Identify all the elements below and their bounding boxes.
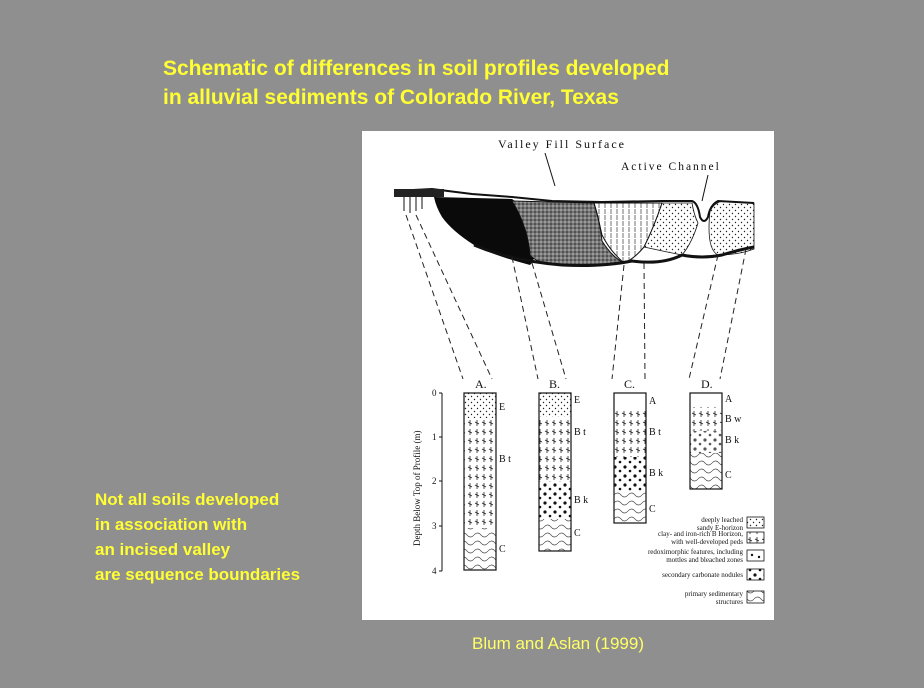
svg-text:with well-developed peds: with well-developed peds bbox=[671, 538, 743, 546]
svg-text:redoximorphic features, includ: redoximorphic features, including bbox=[647, 548, 743, 556]
soil-profile-diagram bbox=[362, 131, 774, 620]
svg-text:sandy E-horizon: sandy E-horizon bbox=[696, 524, 743, 532]
legend-item-clay-b bbox=[658, 530, 764, 546]
profile-d bbox=[690, 377, 742, 489]
legend-swatch-ticks bbox=[747, 532, 764, 543]
profile-a-label: A. bbox=[475, 377, 487, 391]
depth-tick-4: 4 bbox=[432, 566, 437, 576]
valley-fill-surface-pointer bbox=[545, 153, 555, 186]
profile-d-horizon-a: A bbox=[725, 394, 733, 405]
svg-text:mottles and bleached zones: mottles and bleached zones bbox=[666, 556, 743, 564]
profile-a-horizon-bt: B t bbox=[499, 454, 511, 465]
depth-axis-label: Depth Below Top of Profile (m) bbox=[412, 430, 422, 546]
slide-title-line-2: in alluvial sediments of Colorado River, Texas bbox=[163, 86, 619, 109]
profile-a-horizon-c: C bbox=[499, 544, 506, 555]
legend-swatch-waves bbox=[747, 591, 764, 603]
profile-b-horizon-bt: B t bbox=[574, 427, 586, 438]
svg-text:clay- and iron-rich B Horizon,: clay- and iron-rich B Horizon, bbox=[658, 530, 743, 538]
citation: Blum and Aslan (1999) bbox=[472, 634, 644, 653]
svg-text:deeply leached: deeply leached bbox=[701, 516, 743, 524]
profile-d-label: D. bbox=[701, 377, 713, 391]
side-note-line-4: are sequence boundaries bbox=[95, 565, 301, 584]
side-note bbox=[95, 487, 300, 587]
terrace-scarp-ticks bbox=[404, 197, 422, 213]
side-note-line-1: Not all soils developed bbox=[95, 490, 280, 509]
active-channel-label: Active Channel bbox=[621, 161, 721, 173]
profile-b-horizon-bk: B k bbox=[574, 495, 589, 506]
legend-swatch-redox bbox=[747, 550, 764, 561]
depth-tick-0: 0 bbox=[432, 388, 437, 398]
legend-item-primary-structures bbox=[685, 590, 764, 606]
legend-swatch-dots bbox=[747, 517, 764, 528]
active-channel-pointer bbox=[702, 175, 708, 201]
depth-tick-2: 2 bbox=[432, 476, 437, 486]
soil-profile-figure bbox=[362, 131, 774, 620]
profile-b bbox=[539, 377, 588, 551]
depth-tick-1: 1 bbox=[432, 432, 437, 442]
profile-c-horizon-a: A bbox=[649, 396, 657, 407]
slide-title bbox=[163, 54, 843, 112]
depth-tick-3: 3 bbox=[432, 521, 437, 531]
profile-b-horizon-e: E bbox=[574, 395, 581, 406]
profile-b-horizon-c: C bbox=[574, 528, 581, 539]
side-note-line-2: in association with bbox=[95, 515, 248, 534]
profile-d-horizon-bw: B w bbox=[725, 414, 742, 425]
terrace-cap bbox=[394, 189, 444, 197]
slide-title-line-1: Schematic of differences in soil profiles developed bbox=[163, 57, 670, 80]
svg-text:primary sedimentary: primary sedimentary bbox=[684, 590, 743, 598]
profile-a-horizon-e: E bbox=[499, 402, 506, 413]
svg-text:structures: structures bbox=[715, 598, 743, 606]
side-note-line-3: an incised valley bbox=[95, 540, 231, 559]
profile-b-label: B. bbox=[549, 377, 561, 391]
profile-d-horizon-bk: B k bbox=[725, 435, 740, 446]
legend bbox=[648, 516, 764, 606]
profile-a bbox=[464, 377, 511, 570]
profile-c-horizon-c: C bbox=[649, 504, 656, 515]
profile-c-horizon-bt: B t bbox=[649, 427, 661, 438]
legend-item-carbonate bbox=[662, 569, 764, 580]
svg-text:secondary carbonate nodules: secondary carbonate nodules bbox=[662, 571, 743, 579]
legend-swatch-nodules bbox=[747, 569, 764, 580]
valley-cross-section bbox=[394, 137, 754, 266]
legend-item-redox bbox=[648, 548, 764, 564]
profile-d-horizon-c: C bbox=[725, 470, 732, 481]
profile-c-label: C. bbox=[624, 377, 636, 391]
profile-c bbox=[614, 377, 663, 523]
profile-c-horizon-bk: B k bbox=[649, 468, 664, 479]
depth-axis bbox=[412, 388, 442, 576]
valley-fill-surface-label: Valley Fill Surface bbox=[498, 137, 626, 151]
